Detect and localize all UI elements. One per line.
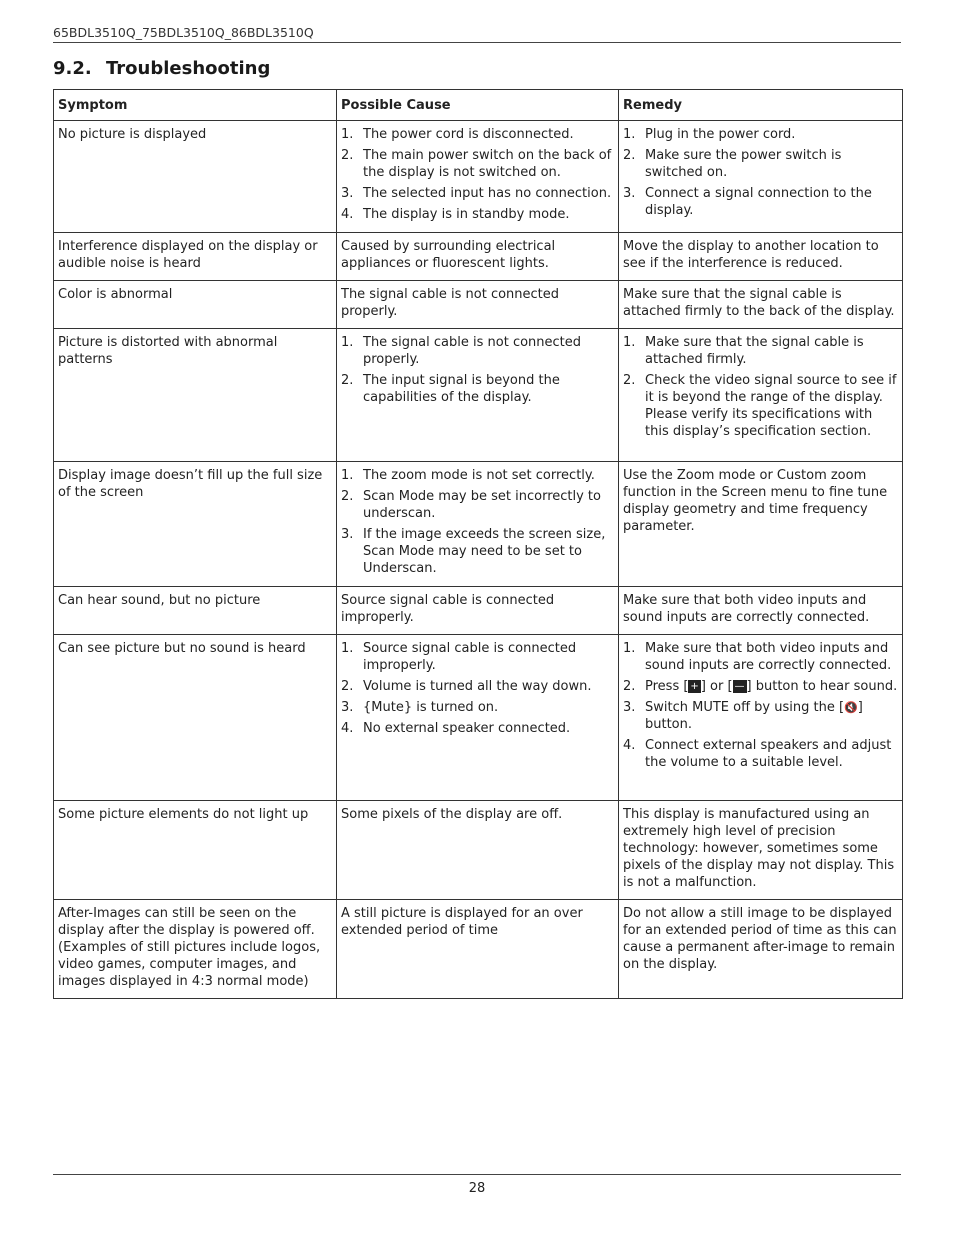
header-symptom: Symptom [54, 90, 337, 121]
symptom-cell: After-Images can still be seen on the display after the display is powered off. (Examples of still pictures include logos, video games, computer images, and images displayed in 4:3 normal mode) [54, 900, 337, 999]
remedy-list [623, 126, 898, 219]
list-item: 4. Connect external speakers and adjust the volume to a suitable level. [623, 738, 892, 770]
remedy-list [623, 640, 898, 771]
list-item: 3. The selected input has no connection. [341, 186, 612, 201]
table-row [54, 635, 903, 801]
header-remedy: Remedy [619, 90, 903, 121]
remedy-cell: This display is manufactured using an extremely high level of precision technology: however, sometimes some pixels of the display may not display. This is not a malfunction. [619, 801, 903, 900]
cause-cell [337, 121, 619, 233]
model-numbers: 65BDL3510Q_75BDL3510Q_86BDL3510Q [53, 25, 314, 40]
list-item: 2. Check the video signal source to see if it is beyond the range of the display. Please verify its specifications with this display’s specification section. [623, 373, 897, 439]
remedy-cell: Make sure that the signal cable is attached firmly to the back of the display. [619, 281, 903, 329]
list-item: 1. Make sure that the signal cable is attached firmly. [623, 335, 864, 367]
cause-cell: Some pixels of the display are off. [337, 801, 619, 900]
symptom-cell: Color is abnormal [54, 281, 337, 329]
remedy-cell [619, 121, 903, 233]
list-item: 2. The input signal is beyond the capabilities of the display. [341, 373, 560, 405]
cause-list [341, 126, 614, 223]
list-item: 1. The power cord is disconnected. [341, 127, 574, 142]
table-row [54, 587, 903, 635]
table-row [54, 900, 903, 999]
remedy-cell: Make sure that both video inputs and sound inputs are correctly connected. [619, 587, 903, 635]
table-header-row [54, 90, 903, 121]
list-item: 1. The zoom mode is not set correctly. [341, 468, 595, 483]
cause-cell: The signal cable is not connected properly. [337, 281, 619, 329]
symptom-cell: Picture is distorted with abnormal patterns [54, 329, 337, 462]
cause-cell [337, 635, 619, 801]
list-item: 3. Connect a signal connection to the display. [623, 186, 872, 218]
symptom-cell: Interference displayed on the display or audible noise is heard [54, 233, 337, 281]
remedy-cell [619, 329, 903, 462]
section-heading: Troubleshooting [106, 58, 271, 79]
list-item: 3. If the image exceeds the screen size, Scan Mode may need to be set to Underscan. [341, 527, 606, 576]
minus-icon: — [734, 681, 745, 692]
list-item: 1. Make sure that both video inputs and sound inputs are correctly connected. [623, 641, 892, 673]
remedy-cell [619, 635, 903, 801]
remedy-cell: Move the display to another location to see if the interference is reduced. [619, 233, 903, 281]
symptom-cell: Some picture elements do not light up [54, 801, 337, 900]
cause-cell: Caused by surrounding electrical appliances or fluorescent lights. [337, 233, 619, 281]
troubleshooting-table [53, 89, 903, 999]
list-item: 4. The display is in standby mode. [341, 207, 570, 222]
mute-icon: 🔇 [844, 701, 858, 714]
section-title [53, 58, 270, 79]
list-item: 2. Press [ + ] or [ — ] button to hear sound. [623, 679, 898, 694]
document-header [53, 25, 901, 43]
table-row [54, 801, 903, 900]
table-row [54, 233, 903, 281]
cause-cell [337, 329, 619, 462]
remedy-list [623, 334, 898, 440]
cause-list [341, 334, 614, 406]
table-row [54, 462, 903, 587]
cause-cell [337, 462, 619, 587]
header-cause: Possible Cause [337, 90, 619, 121]
symptom-cell: No picture is displayed [54, 121, 337, 233]
table-row [54, 329, 903, 462]
list-item: 2. Volume is turned all the way down. [341, 679, 592, 694]
list-item: 4. No external speaker connected. [341, 721, 571, 736]
list-item: 3. Switch MUTE off by using the [🔇] button. [623, 700, 863, 732]
list-item: 1. The signal cable is not connected properly. [341, 335, 582, 367]
table-row [54, 121, 903, 233]
symptom-cell: Display image doesn’t fill up the full size of the screen [54, 462, 337, 587]
remedy-cell: Do not allow a still image to be displayed for an extended period of time as this can cause a permanent after-image to remain on the display. [619, 900, 903, 999]
remedy-cell: Use the Zoom mode or Custom zoom function in the Screen menu to fine tune display geometry and time frequency parameter. [619, 462, 903, 587]
section-number: 9.2. [53, 58, 92, 79]
table-row [54, 281, 903, 329]
footer-rule [53, 1174, 901, 1175]
cause-cell: A still picture is displayed for an over extended period of time [337, 900, 619, 999]
list-item: 1. Source signal cable is connected improperly. [341, 641, 577, 673]
symptom-cell: Can see picture but no sound is heard [54, 635, 337, 801]
symptom-cell: Can hear sound, but no picture [54, 587, 337, 635]
list-item: 2. Scan Mode may be set incorrectly to underscan. [341, 489, 601, 521]
list-item: 2. Make sure the power switch is switched on. [623, 148, 842, 180]
cause-list [341, 467, 614, 577]
list-item: 2. The main power switch on the back of the display is not switched on. [341, 148, 612, 180]
page-number: 28 [468, 1181, 486, 1196]
list-item: 3. {Mute} is turned on. [341, 700, 499, 715]
list-item: 1. Plug in the power cord. [623, 127, 796, 142]
cause-cell: Source signal cable is connected improperly. [337, 587, 619, 635]
plus-icon: + [690, 681, 699, 692]
cause-list [341, 640, 614, 737]
